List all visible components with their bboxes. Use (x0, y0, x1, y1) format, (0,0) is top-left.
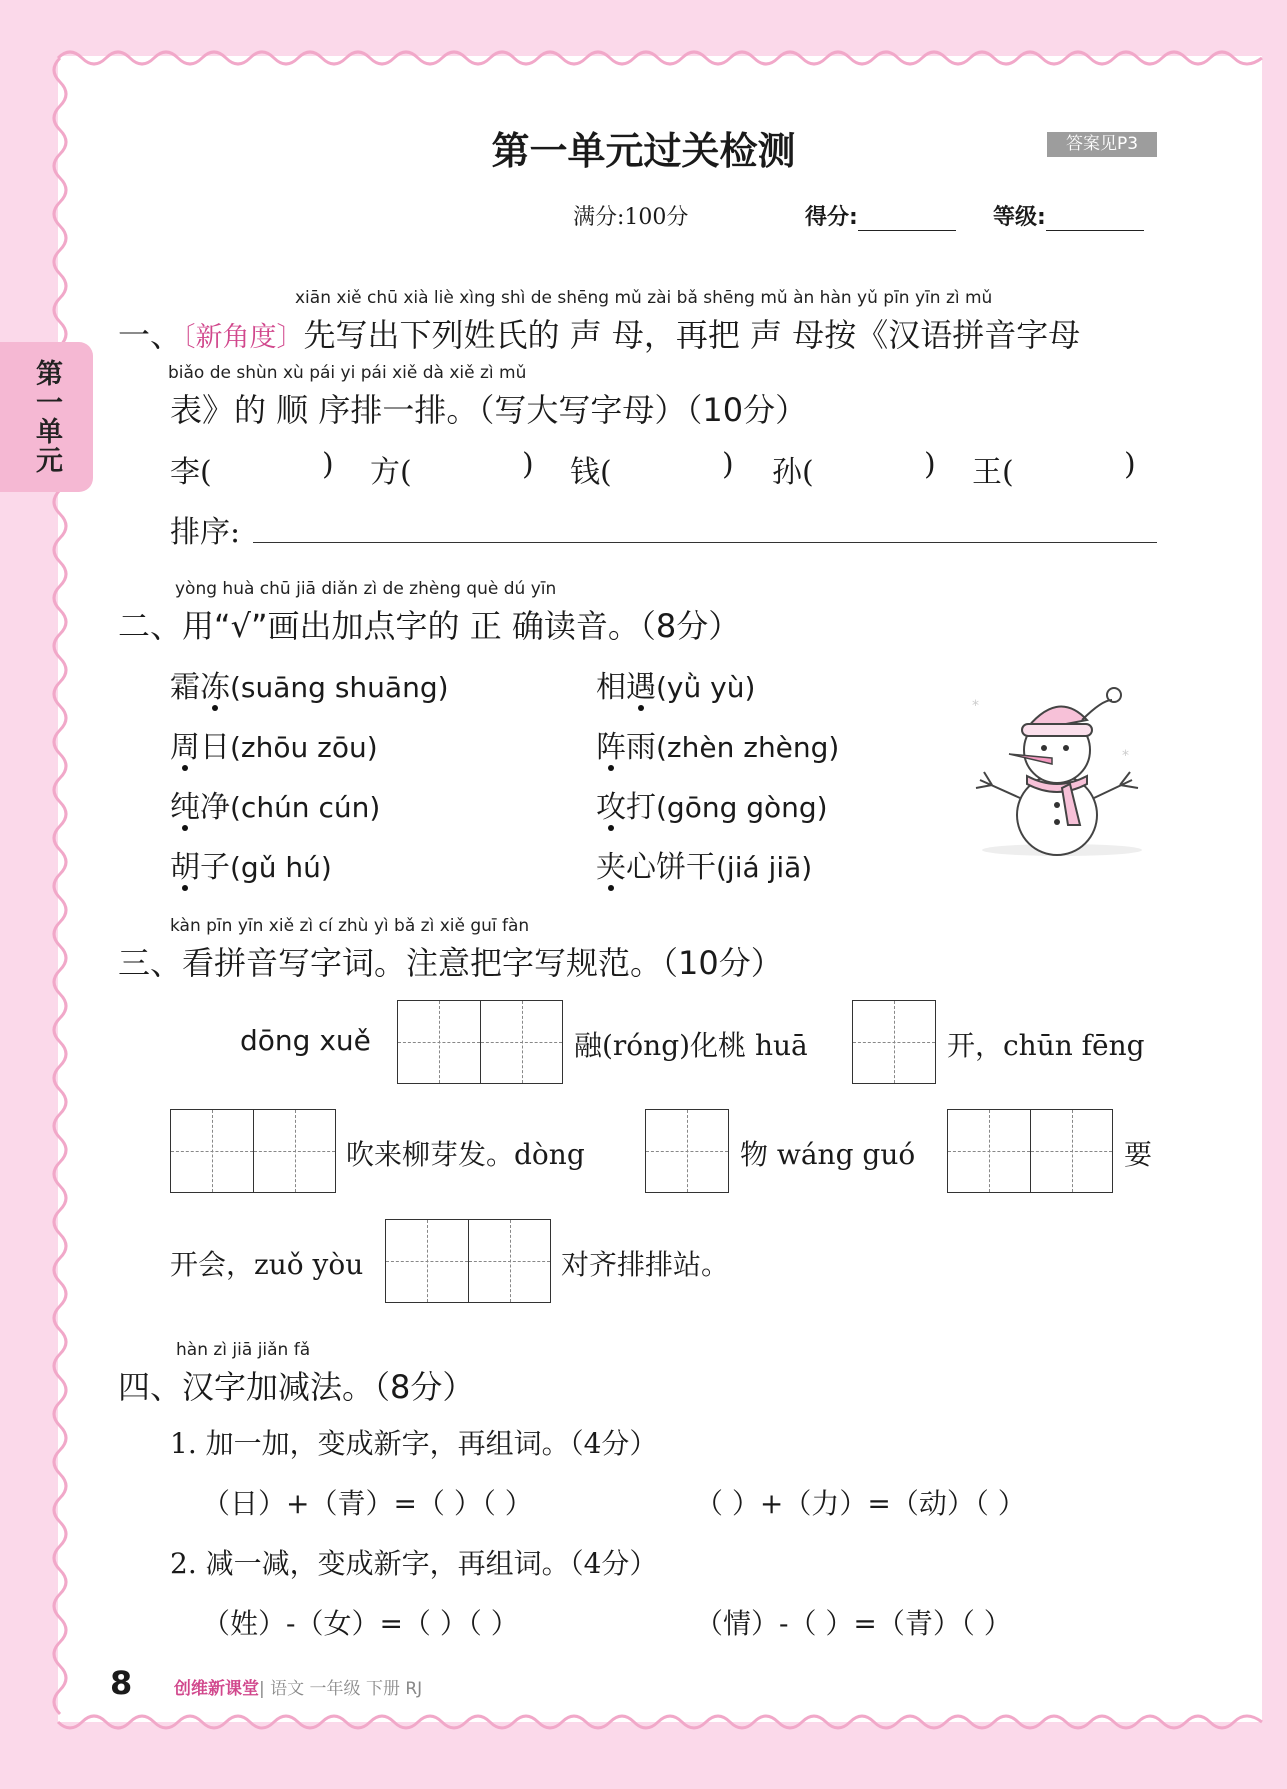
q1-close-5: ) (1124, 447, 1136, 482)
svg-text:*: * (972, 698, 979, 714)
q1-name-fang[interactable] (370, 447, 412, 491)
q3-writing-grid-dong[interactable] (645, 1109, 729, 1193)
writing-cell[interactable] (1030, 1110, 1112, 1192)
grade-label: 等级: (993, 205, 1046, 230)
writing-cell[interactable] (853, 1001, 935, 1083)
footer-brand: 创维新课堂 (174, 1679, 259, 1699)
q1-name-fang-label: 方( (370, 455, 412, 490)
q3-prompt-wangguo: 物 wáng guó (740, 1138, 916, 1171)
q1-close-2: ) (522, 447, 534, 482)
q2-item-7-options: (gǔ hú) (230, 851, 332, 884)
q4-subtract-row-2[interactable]: （情）-（ ）=（青）（ ） (695, 1607, 1012, 1640)
q1-name-li[interactable] (170, 447, 212, 491)
q2-item-8-options: (jiá jiā) (716, 851, 813, 884)
unit-side-tab (0, 342, 93, 492)
q2-text: 二、用“√”画出加点字的 正 确读音。（8分） (118, 607, 741, 645)
q4-subtract-row-1[interactable]: （姓）-（女）=（ ）（ ） (202, 1607, 519, 1640)
q2-item-5-options: (chún cún) (230, 791, 381, 824)
q3-prompt-dongxue: dōng xuě (240, 1024, 371, 1057)
q2-item-7-dotted-char: 胡 (170, 850, 200, 885)
q2-item-4[interactable] (596, 722, 839, 766)
q1-close-1: ) (322, 447, 334, 482)
q2-item-6[interactable] (596, 782, 828, 826)
q1-close-3: ) (722, 447, 734, 482)
q1-sort-answer-line[interactable] (253, 542, 1157, 543)
q3-pinyin: kàn pīn yīn xiě zì cí zhù yì bǎ zì xiě guī fàn (170, 916, 530, 936)
q2-item-6-options: (gōng gòng) (656, 791, 828, 824)
writing-cell[interactable] (948, 1110, 1030, 1192)
q1-sort-label: 排序: (170, 515, 241, 550)
writing-cell[interactable] (480, 1001, 562, 1083)
grade-field[interactable] (993, 200, 1144, 231)
svg-text:*: * (1122, 748, 1129, 764)
q1-pinyin-line-2: biǎo de shùn xù pái yi pái xiě dà xiě zì mǔ (168, 363, 527, 383)
q4-sub-2: 2. 减一减，变成新字，再组词。（4分） (170, 1547, 658, 1580)
q2-item-2-char: 相 (596, 670, 626, 705)
q1-new-angle-tag: 〔新角度〕 (182, 322, 304, 353)
page-title: 第一单元过关检测 (491, 129, 796, 173)
q2-item-4-options: (zhèn zhèng) (656, 731, 840, 764)
q4-add-row-2[interactable]: （ ）+（力）=（动）（ ） (695, 1487, 1026, 1520)
q4-sub-1: 1. 加一加，变成新字，再组词。（4分） (170, 1427, 658, 1460)
unit-side-tab-label: 第一单元 (31, 359, 62, 475)
q2-item-2-options: (yǜ yù) (656, 671, 756, 704)
q3-prompt-chunfeng: 开，chūn fēng (947, 1029, 1145, 1062)
q3-writing-grid-chunfeng[interactable] (170, 1109, 336, 1193)
score-blank[interactable] (858, 208, 956, 231)
q2-item-7[interactable] (170, 842, 332, 886)
writing-cell[interactable] (468, 1220, 550, 1302)
q3-writing-grid-zuoyou[interactable] (385, 1219, 551, 1303)
q3-writing-grid-dongxue[interactable] (397, 1000, 563, 1084)
q1-name-sun-label: 孙( (772, 455, 814, 490)
writing-cell[interactable] (253, 1110, 335, 1192)
q2-item-3-char: 日 (200, 730, 230, 765)
q3-prompt-taohua: 融(róng)化桃 huā (574, 1029, 808, 1062)
snowman-illustration (962, 680, 1147, 860)
q2-item-1-dotted-char: 冻 (200, 670, 230, 705)
q1-close-4: ) (924, 447, 936, 482)
full-score-label: 满分:100分 (573, 205, 689, 230)
q2-item-5[interactable] (170, 782, 380, 826)
q2-item-6-char: 打 (626, 790, 656, 825)
q2-item-5-char: 净 (200, 790, 230, 825)
writing-cell[interactable] (386, 1220, 468, 1302)
q1-name-qian[interactable] (570, 447, 612, 491)
q3-writing-grid-hua[interactable] (852, 1000, 936, 1084)
q2-item-3[interactable] (170, 722, 378, 766)
q1-line-1 (118, 310, 1080, 356)
writing-cell[interactable] (171, 1110, 253, 1192)
q3-prompt-dong: 吹来柳芽发。dòng (346, 1138, 585, 1171)
answer-reference-badge: 答案见P3 (1047, 132, 1157, 157)
q1-pinyin-line-1: xiān xiě chū xià liè xìng shì de shēng mǔ zài bǎ shēng mǔ àn hàn yǔ pīn yīn zì mǔ (295, 288, 993, 308)
q2-item-2[interactable] (596, 662, 755, 706)
writing-cell[interactable] (398, 1001, 480, 1083)
q4-text: 四、汉字加减法。（8分） (118, 1368, 475, 1406)
score-field[interactable] (805, 200, 956, 231)
q1-name-wang[interactable] (972, 447, 1014, 491)
q1-name-qian-label: 钱( (570, 455, 612, 490)
q3-text: 三、看拼音写字词。注意把字写规范。（10分） (118, 944, 783, 982)
q1-name-sun[interactable] (772, 447, 814, 491)
q4-pinyin: hàn zì jiā jiǎn fǎ (176, 1340, 311, 1360)
q1-name-li-label: 李( (170, 455, 212, 490)
q3-prompt-zuoyou: 开会，zuǒ yòu (170, 1248, 364, 1281)
q2-pinyin: yòng huà chū jiā diǎn zì de zhèng què dú yīn (175, 579, 557, 599)
q2-item-7-char: 子 (200, 850, 230, 885)
q2-item-8-char: 心饼干 (626, 850, 716, 885)
q3-prompt-yao: 要 (1124, 1138, 1153, 1171)
q1-text-1: 先写出下列姓氏的 声 母，再把 声 母按《汉语拼音字母 (303, 316, 1081, 354)
page-number: 8 (110, 1664, 133, 1702)
q2-item-8-dotted-char: 夹 (596, 850, 626, 885)
q2-item-1[interactable] (170, 662, 449, 706)
q2-item-3-dotted-char: 周 (170, 730, 200, 765)
footer-subject: | 语文 一年级 下册 RJ (259, 1679, 423, 1699)
q2-item-4-char: 雨 (626, 730, 656, 765)
q2-item-1-char: 霜 (170, 670, 200, 705)
q2-item-6-dotted-char: 攻 (596, 790, 626, 825)
q2-item-2-dotted-char: 遇 (626, 670, 656, 705)
q1-name-wang-label: 王( (972, 455, 1014, 490)
q4-add-row-1[interactable]: （日）+（青）=（ ）（ ） (202, 1487, 533, 1520)
q3-writing-grid-wangguo[interactable] (947, 1109, 1113, 1193)
q2-item-8[interactable] (596, 842, 812, 886)
q2-item-1-options: (suāng shuāng) (230, 671, 449, 704)
q2-item-4-dotted-char: 阵 (596, 730, 626, 765)
q1-number: 一、 (118, 316, 183, 354)
grade-blank[interactable] (1046, 208, 1144, 231)
q3-prompt-duiqi: 对齐排排站。 (561, 1248, 730, 1281)
writing-cell[interactable] (646, 1110, 728, 1192)
q1-text-2: 表》的 顺 序排一排。（写大写字母）（10分） (170, 391, 808, 429)
q2-item-3-options: (zhōu zōu) (230, 731, 378, 764)
q2-item-5-dotted-char: 纯 (170, 790, 200, 825)
score-label: 得分: (805, 205, 858, 230)
footer-info (174, 1674, 422, 1699)
